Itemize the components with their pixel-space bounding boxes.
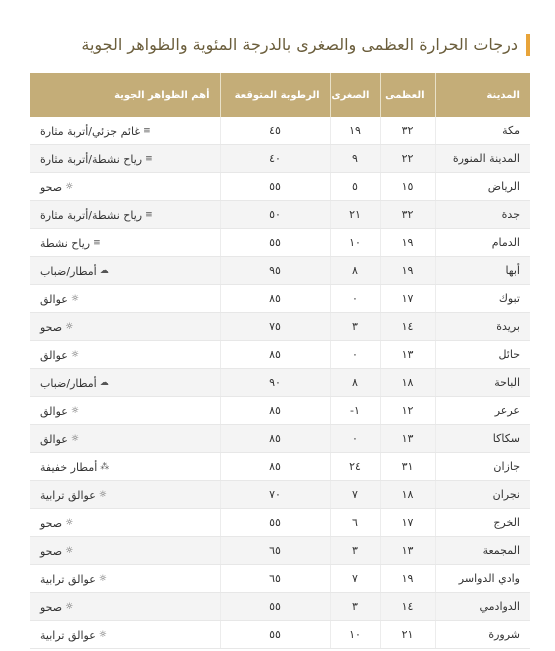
- cell-min: ٠: [330, 425, 380, 453]
- partly-cloudy-icon: ☼: [70, 406, 79, 417]
- cell-max: ٢١: [380, 621, 435, 649]
- cell-weather: [30, 257, 220, 285]
- cell-city: سكاكا: [435, 425, 530, 453]
- cell-weather: [30, 285, 220, 313]
- cell-humidity: ٥٠: [220, 201, 330, 229]
- table-row: [30, 565, 530, 593]
- cell-max: ١٣: [380, 341, 435, 369]
- cell-city: أبها: [435, 257, 530, 285]
- weather-label: رياح نشطة/أتربة مثارة: [40, 208, 143, 222]
- cell-weather: [30, 229, 220, 257]
- cell-min: ٧: [330, 565, 380, 593]
- cell-min: ٨: [330, 257, 380, 285]
- header-city: المدينة: [435, 73, 530, 117]
- partly-cloudy-icon: ☼: [70, 350, 79, 361]
- cell-max: ١٩: [380, 229, 435, 257]
- wind-icon: ≡: [145, 154, 153, 165]
- cell-weather: [30, 145, 220, 173]
- table-row: [30, 313, 530, 341]
- cell-city: وادي الدواسر: [435, 565, 530, 593]
- cell-max: ١٢: [380, 397, 435, 425]
- cell-max: ١٤: [380, 593, 435, 621]
- partly-cloudy-icon: ☼: [70, 294, 79, 305]
- cell-city: المجمعة: [435, 537, 530, 565]
- wind-icon: ≡: [93, 238, 101, 249]
- partly-cloudy-icon: ☼: [98, 490, 107, 501]
- cell-weather: [30, 537, 220, 565]
- weather-label: أمطار/ضباب: [40, 376, 97, 390]
- weather-label: عوالق ترابية: [40, 628, 96, 642]
- weather-table: [30, 73, 530, 649]
- cell-humidity: ٥٥: [220, 621, 330, 649]
- page-title: درجات الحرارة العظمى والصغرى بالدرجة المئوية والظواهر الجوية: [81, 35, 518, 54]
- cell-max: ١٣: [380, 425, 435, 453]
- cell-min: ٠: [330, 341, 380, 369]
- cell-humidity: ٦٥: [220, 537, 330, 565]
- wind-icon: ≡: [145, 210, 153, 221]
- cell-city: عرعر: [435, 397, 530, 425]
- cell-city: بريدة: [435, 313, 530, 341]
- cell-min: ٠: [330, 285, 380, 313]
- cell-weather: [30, 201, 220, 229]
- cell-weather: [30, 593, 220, 621]
- table-row: [30, 369, 530, 397]
- cell-max: ١٩: [380, 257, 435, 285]
- cell-min: ٩: [330, 145, 380, 173]
- cell-min: ٣: [330, 537, 380, 565]
- weather-label: أمطار/ضباب: [40, 264, 97, 278]
- weather-label: عوالق: [40, 404, 68, 418]
- table-row: [30, 229, 530, 257]
- cell-weather: [30, 509, 220, 537]
- cell-city: الباحة: [435, 369, 530, 397]
- cell-max: ١٩: [380, 565, 435, 593]
- rain-cloud-icon: ☁: [99, 266, 109, 277]
- weather-label: عوالق: [40, 292, 68, 306]
- cell-max: ٢٢: [380, 145, 435, 173]
- cell-city: جازان: [435, 453, 530, 481]
- table-row: [30, 509, 530, 537]
- weather-label: صحو: [40, 516, 63, 530]
- cell-humidity: ٨٥: [220, 285, 330, 313]
- cell-min: ١٠: [330, 621, 380, 649]
- weather-label: رياح نشطة/أتربة مثارة: [40, 152, 143, 166]
- cell-humidity: ٥٥: [220, 593, 330, 621]
- header-humidity: الرطوبة المتوقعة: [220, 73, 330, 117]
- cell-weather: [30, 425, 220, 453]
- cell-max: ١٤: [380, 313, 435, 341]
- table-row: [30, 257, 530, 285]
- cell-humidity: ٩٥: [220, 257, 330, 285]
- cell-weather: [30, 173, 220, 201]
- weather-label: عوالق ترابية: [40, 572, 96, 586]
- weather-label: أمطار خفيفة: [40, 460, 98, 474]
- weather-label: صحو: [40, 600, 63, 614]
- weather-label: صحو: [40, 180, 63, 194]
- sun-icon: ☼: [65, 546, 74, 557]
- cell-min: ٥: [330, 173, 380, 201]
- cell-max: ٣٢: [380, 201, 435, 229]
- cell-weather: [30, 397, 220, 425]
- cell-weather: [30, 565, 220, 593]
- sun-icon: ☼: [65, 602, 74, 613]
- table-row: [30, 285, 530, 313]
- cell-city: شرورة: [435, 621, 530, 649]
- wind-icon: ≡: [143, 126, 151, 137]
- cell-min: ١٠: [330, 229, 380, 257]
- cell-weather: [30, 341, 220, 369]
- header-weather: أهم الظواهر الجوية: [30, 73, 220, 117]
- cell-weather: [30, 621, 220, 649]
- cell-min: ٧: [330, 481, 380, 509]
- cell-min: ٣: [330, 313, 380, 341]
- light-rain-icon: ⁂: [100, 462, 110, 473]
- weather-label: صحو: [40, 544, 63, 558]
- cell-max: ٣١: [380, 453, 435, 481]
- sun-icon: ☼: [65, 518, 74, 529]
- cell-min: ١٩: [330, 117, 380, 145]
- cell-city: حائل: [435, 341, 530, 369]
- weather-label: رياح نشطة: [40, 236, 91, 250]
- sun-icon: ☼: [65, 322, 74, 333]
- cell-weather: [30, 481, 220, 509]
- cell-humidity: ٨٥: [220, 397, 330, 425]
- cell-max: ١٧: [380, 285, 435, 313]
- cell-weather: [30, 369, 220, 397]
- cell-city: الرياض: [435, 173, 530, 201]
- header-max: العظمى: [380, 73, 435, 117]
- sun-icon: ☼: [65, 182, 74, 193]
- cell-min: ٨: [330, 369, 380, 397]
- weather-label: عوالق ترابية: [40, 488, 96, 502]
- table-row: [30, 621, 530, 649]
- cell-humidity: ٨٥: [220, 341, 330, 369]
- cell-humidity: ٦٥: [220, 565, 330, 593]
- cell-min: ٢١: [330, 201, 380, 229]
- table-header-row: [30, 73, 530, 117]
- table-row: [30, 453, 530, 481]
- cell-city: الدوادمي: [435, 593, 530, 621]
- cell-humidity: ٥٥: [220, 229, 330, 257]
- cell-city: الدمام: [435, 229, 530, 257]
- cell-max: ٣٢: [380, 117, 435, 145]
- weather-label: غائم جزئي/أتربة مثارة: [40, 124, 141, 138]
- weather-label: عوالق: [40, 432, 68, 446]
- cell-humidity: ٥٥: [220, 173, 330, 201]
- table-row: [30, 201, 530, 229]
- table-row: [30, 397, 530, 425]
- table-row: [30, 425, 530, 453]
- table-body: [30, 117, 530, 649]
- partly-cloudy-icon: ☼: [70, 434, 79, 445]
- table-row: [30, 173, 530, 201]
- weather-label: عوالق: [40, 348, 68, 362]
- cell-max: ١٨: [380, 369, 435, 397]
- cell-humidity: ٧٥: [220, 313, 330, 341]
- title-accent-bar: [526, 34, 530, 56]
- table-row: [30, 593, 530, 621]
- rain-cloud-icon: ☁: [99, 378, 109, 389]
- cell-humidity: ٤٠: [220, 145, 330, 173]
- table-row: [30, 341, 530, 369]
- cell-max: ١٨: [380, 481, 435, 509]
- cell-humidity: ٧٠: [220, 481, 330, 509]
- cell-city: جدة: [435, 201, 530, 229]
- cell-humidity: ٨٥: [220, 453, 330, 481]
- weather-label: صحو: [40, 320, 63, 334]
- cell-max: ١٣: [380, 537, 435, 565]
- cell-weather: [30, 453, 220, 481]
- cell-weather: [30, 313, 220, 341]
- table-row: [30, 117, 530, 145]
- cell-min: ٢٤: [330, 453, 380, 481]
- partly-cloudy-icon: ☼: [98, 630, 107, 641]
- cell-max: ١٧: [380, 509, 435, 537]
- partly-cloudy-icon: ☼: [98, 574, 107, 585]
- cell-weather: [30, 117, 220, 145]
- table-row: [30, 145, 530, 173]
- cell-min: ٣: [330, 593, 380, 621]
- cell-humidity: ٩٠: [220, 369, 330, 397]
- table-row: [30, 537, 530, 565]
- cell-humidity: ٥٥: [220, 509, 330, 537]
- cell-max: ١٥: [380, 173, 435, 201]
- cell-city: الخرج: [435, 509, 530, 537]
- cell-min: ٦: [330, 509, 380, 537]
- cell-humidity: ٤٥: [220, 117, 330, 145]
- title-bar: [30, 34, 530, 56]
- cell-city: المدينة المنورة: [435, 145, 530, 173]
- cell-min: ١-: [330, 397, 380, 425]
- cell-city: مكة: [435, 117, 530, 145]
- cell-humidity: ٨٥: [220, 425, 330, 453]
- header-min: الصغرى: [330, 73, 380, 117]
- table-row: [30, 481, 530, 509]
- cell-city: نجران: [435, 481, 530, 509]
- cell-city: تبوك: [435, 285, 530, 313]
